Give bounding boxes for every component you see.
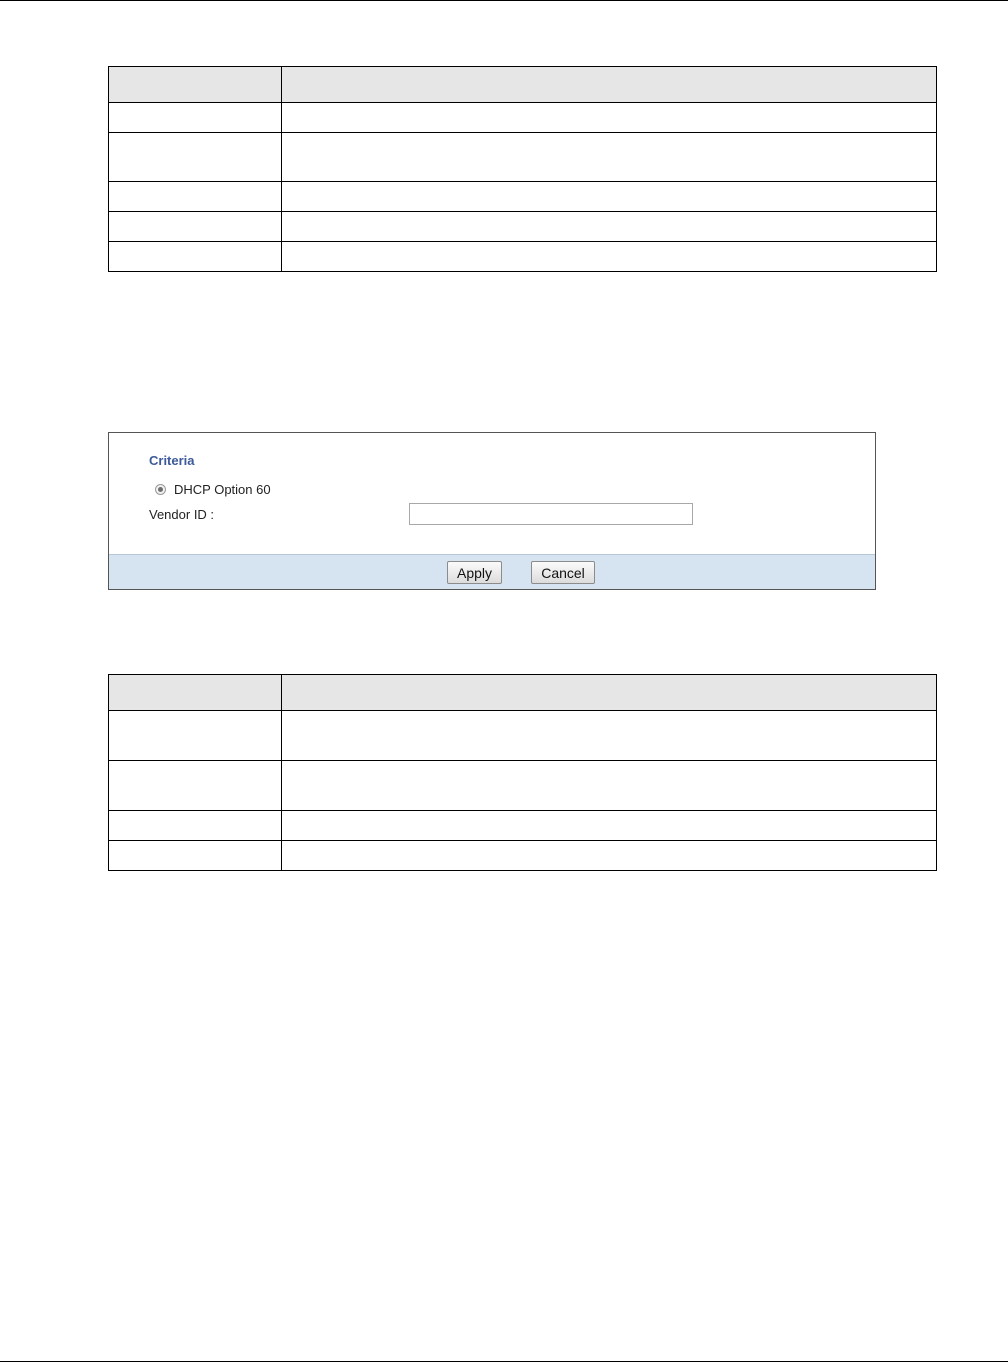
table-row: [109, 711, 937, 761]
field-description-table-1: [108, 66, 937, 272]
table-header-label: [109, 675, 282, 711]
table-row: [109, 811, 937, 841]
table-header-label: [109, 67, 282, 103]
table-cell-label: [109, 811, 282, 841]
apply-button[interactable]: Apply: [447, 561, 502, 584]
table-cell-description: [282, 841, 937, 871]
table-cell-label: [109, 182, 282, 212]
table-row: [109, 133, 937, 182]
table-row: [109, 761, 937, 811]
table-cell-label: [109, 711, 282, 761]
table-header-row: [109, 67, 937, 103]
criteria-panel: [108, 432, 876, 590]
page-top-rule: [0, 0, 1008, 1]
dhcp-option-60-label: DHCP Option 60: [174, 481, 271, 497]
table-row: [109, 182, 937, 212]
table-cell-label: [109, 841, 282, 871]
criteria-section-title: Criteria: [149, 453, 195, 468]
table-cell-label: [109, 761, 282, 811]
table-row: [109, 841, 937, 871]
vendor-id-input[interactable]: [409, 503, 693, 525]
page-bottom-rule: [0, 1361, 1008, 1362]
table-cell-label: [109, 242, 282, 272]
field-description-table-2: [108, 674, 937, 871]
table-header-row: [109, 675, 937, 711]
table-cell-description: [282, 811, 937, 841]
table-cell-description: [282, 212, 937, 242]
table-cell-description: [282, 242, 937, 272]
table-cell-label: [109, 212, 282, 242]
cancel-button[interactable]: Cancel: [531, 561, 595, 584]
table-cell-label: [109, 103, 282, 133]
button-bar: [109, 554, 875, 589]
table-header-description: [282, 67, 937, 103]
dhcp-option-60-radio[interactable]: [155, 484, 166, 495]
table-row: [109, 242, 937, 272]
dhcp-option-60-radio-row[interactable]: [155, 481, 271, 497]
table-header-description: [282, 675, 937, 711]
table-row: [109, 212, 937, 242]
vendor-id-label: Vendor ID :: [149, 507, 215, 522]
table-cell-label: [109, 133, 282, 182]
table-cell-description: [282, 103, 937, 133]
table-cell-description: [282, 182, 937, 212]
table-cell-description: [282, 711, 937, 761]
table-cell-description: [282, 133, 937, 182]
table-cell-description: [282, 761, 937, 811]
table-row: [109, 103, 937, 133]
